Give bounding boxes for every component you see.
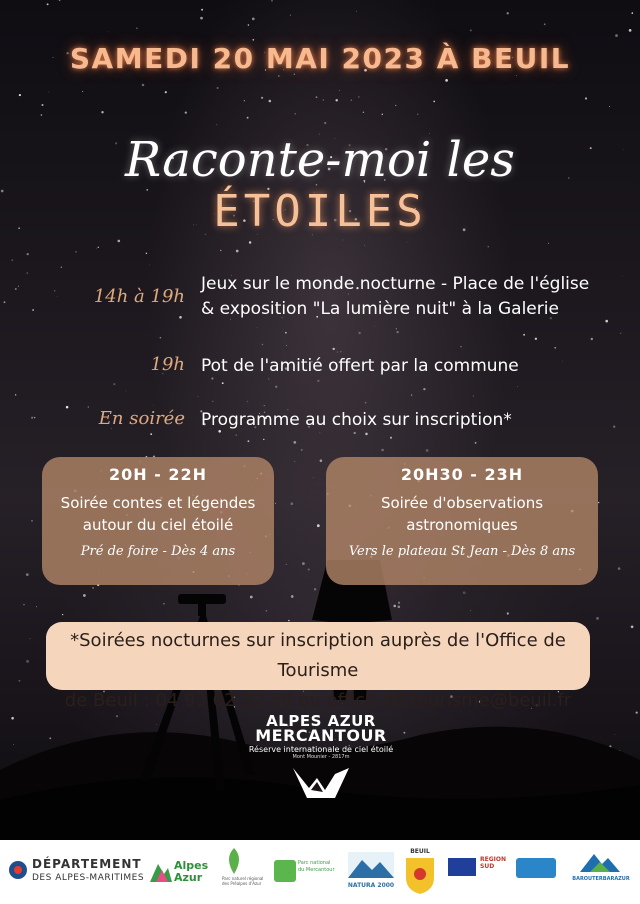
beuil-shield-icon xyxy=(406,858,434,894)
reserve-logo-line-1: ALPES AZUR xyxy=(266,712,376,730)
card-note: Vers le plateau St Jean - Dès 8 ans xyxy=(348,544,576,559)
schedule-time: 14h à 19h xyxy=(93,286,185,307)
card-description-line: Soirée d'observations xyxy=(380,494,544,512)
partner-icon xyxy=(516,858,556,878)
mountain-icon xyxy=(291,760,351,800)
reserve-logo-line-4: Mont Mounier - 2817m xyxy=(292,754,350,760)
natura-text: NATURA 2000 xyxy=(347,882,395,889)
schedule-text: Pot de l'amitié offert par la commune xyxy=(201,356,519,376)
card-description xyxy=(42,492,274,536)
card-description xyxy=(326,492,598,536)
alpes-azur-logo xyxy=(150,846,216,898)
leaf-icon xyxy=(224,848,244,874)
schedule-text: Jeux sur le monde nocturne - Place de l'église & exposition "La lumière nuit" à la Galerie xyxy=(201,274,590,319)
card-description-line: astronomiques xyxy=(406,516,518,534)
departement-icon xyxy=(8,860,28,880)
alpes-azur-icon xyxy=(150,860,172,882)
card-time: 20H30 - 23H xyxy=(400,465,524,484)
departement-logo xyxy=(6,846,146,898)
alpes-azur-text: Alpes Azur xyxy=(174,859,209,884)
barouter-mountain-icon xyxy=(580,850,620,872)
eu-flag-icon xyxy=(448,858,476,876)
departement-text-2: DES ALPES-MARITIMES xyxy=(32,873,145,883)
registration-banner xyxy=(46,622,590,711)
parc-mercantour-text: Parc national du Mercantour xyxy=(298,860,335,873)
activity-card-1 xyxy=(42,457,274,585)
schedule-time: En soirée xyxy=(98,408,185,429)
natura-2000-logo xyxy=(346,846,396,898)
beuil-logo xyxy=(402,846,438,898)
partner-logo xyxy=(512,846,564,898)
card-description-line: Soirée contes et légendes xyxy=(60,494,256,512)
parc-prealpes-logo xyxy=(222,846,270,898)
partner-logos-footer xyxy=(0,840,640,904)
natura-icon xyxy=(348,852,394,878)
reserve-logo-line-3: Réserve internationale de ciel étoilé xyxy=(248,745,394,754)
region-sud-text: REGION SUD xyxy=(480,856,506,870)
departement-text-1: DÉPARTEMENT xyxy=(32,857,142,871)
card-time: 20H - 22H xyxy=(108,465,208,484)
beuil-text: BEUIL xyxy=(410,848,430,855)
eu-region-logos xyxy=(448,846,508,898)
banner-line-1: *Soirées nocturnes sur inscription auprès de l'Office de Tourisme xyxy=(70,630,566,681)
banner-line-2: de Beuil : 04 93 02 32 58 ou office.de.tourisme@beuil.fr xyxy=(64,690,572,711)
spiral-icon xyxy=(274,860,296,882)
schedule-text: Programme au choix sur inscription* xyxy=(201,410,512,430)
event-date-heading: SAMEDI 20 MAI 2023 À BEUIL xyxy=(69,42,571,75)
title-line-1: Raconte-moi les xyxy=(125,132,515,188)
parc-prealpes-text: Parc naturel régional des Préalpes d'Azur xyxy=(222,876,264,886)
parc-mercantour-logo xyxy=(274,846,338,898)
card-note: Pré de foire - Dès 4 ans xyxy=(80,544,236,559)
barouterbarazur-logo xyxy=(568,846,634,898)
schedule-time: 19h xyxy=(150,354,185,375)
reserve-logo xyxy=(246,712,396,804)
card-description-line: autour du ciel étoilé xyxy=(82,516,234,534)
reserve-logo-line-2: MERCANTOUR xyxy=(255,726,387,745)
title-line-2: ÉTOILES xyxy=(213,186,427,237)
barouter-text: BAROUTERBARAZUR xyxy=(572,876,630,882)
activity-card-2 xyxy=(326,457,598,585)
